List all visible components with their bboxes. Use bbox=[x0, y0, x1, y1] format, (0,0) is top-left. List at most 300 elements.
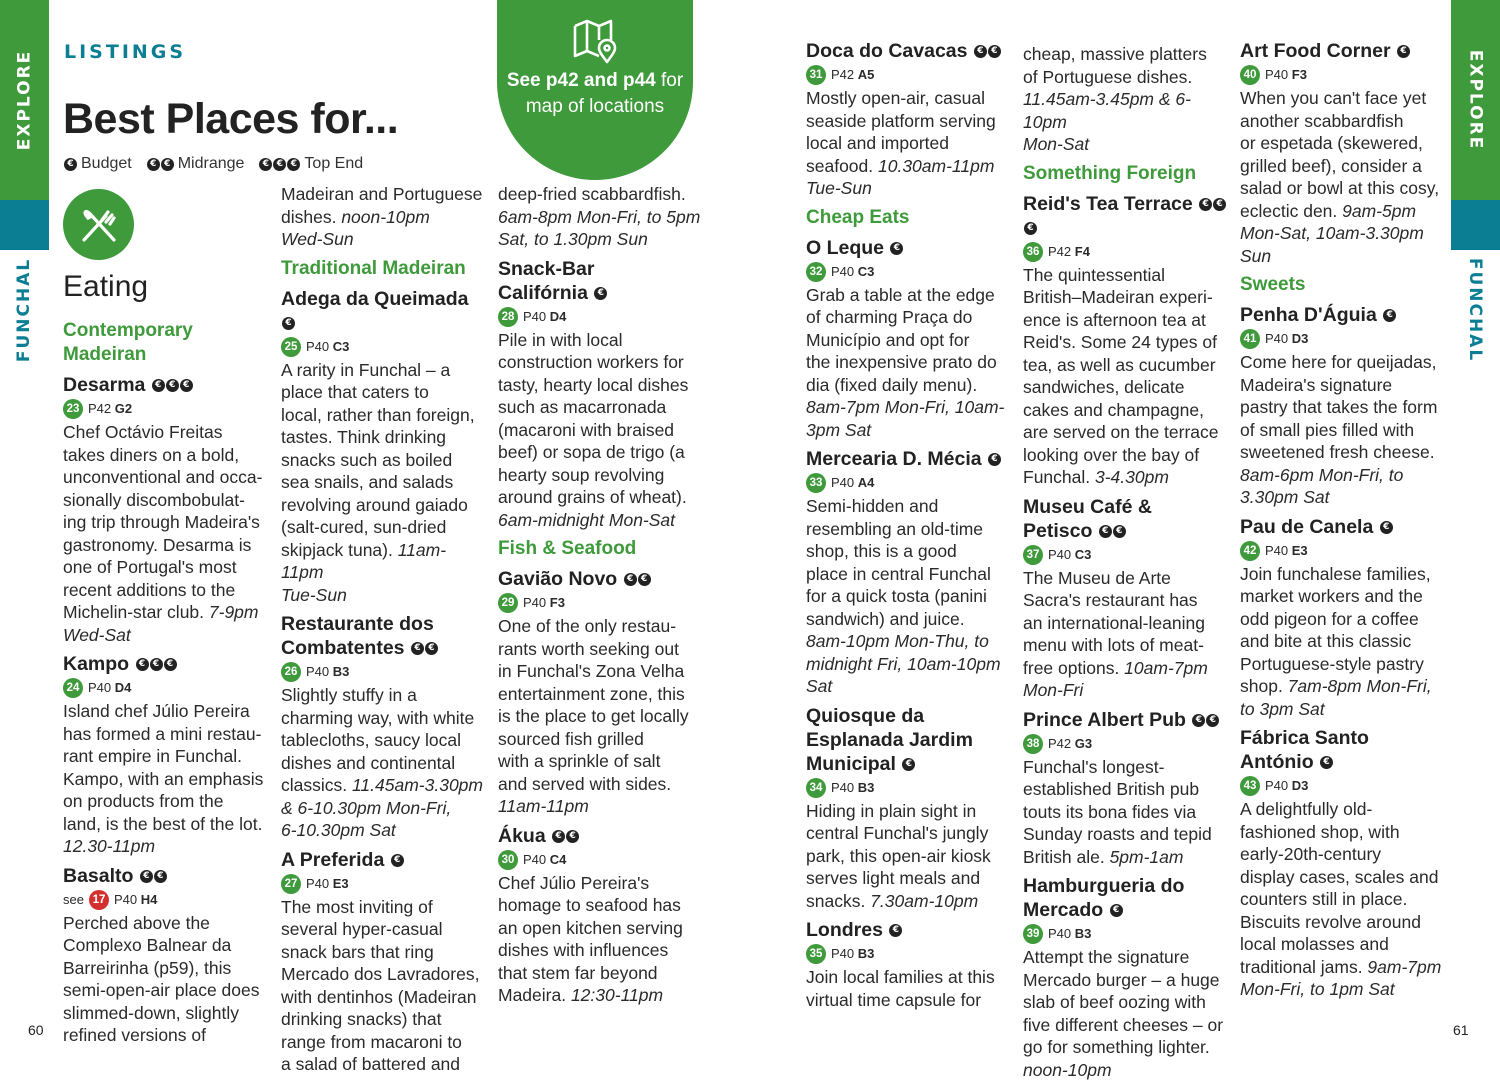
listing-name bbox=[498, 824, 703, 848]
section-label: LISTINGS bbox=[64, 41, 187, 63]
map-reference bbox=[498, 592, 703, 614]
euro-icon: € bbox=[282, 317, 295, 330]
euro-icon: € bbox=[140, 870, 153, 883]
listing-name bbox=[498, 257, 703, 305]
price-icons bbox=[258, 158, 300, 171]
listing-description bbox=[1023, 43, 1228, 156]
map-grid: B3 bbox=[857, 779, 875, 795]
map-page: P40 bbox=[1048, 926, 1072, 941]
listing-description bbox=[498, 872, 703, 1007]
listing-name-text: Londres bbox=[806, 919, 883, 941]
map-reference bbox=[1240, 540, 1445, 562]
listing-name-text: Mercearia D. Mécia bbox=[806, 448, 982, 470]
map-grid: B3 bbox=[857, 946, 875, 961]
page-number-left: 60 bbox=[28, 1022, 44, 1038]
listing-number-badge: 29 bbox=[498, 593, 518, 613]
map-reference bbox=[498, 306, 703, 328]
listing-name bbox=[498, 567, 703, 591]
category-heading: Eating bbox=[63, 270, 149, 303]
euro-icon: € bbox=[1397, 45, 1410, 58]
opening-hours: 7am-8pm Mon-Fri, to 3pm Sat bbox=[1240, 676, 1432, 719]
euro-icon: € bbox=[1024, 222, 1037, 235]
opening-hours: 11.45am-3.30pm & 6-10.30pm Mon-Fri, 6-10.30pm Sat bbox=[281, 775, 483, 840]
listing-description bbox=[1023, 264, 1228, 489]
map-reference bbox=[806, 943, 1011, 965]
listing-name bbox=[1240, 39, 1445, 63]
map-grid: D3 bbox=[1291, 778, 1309, 793]
description-text: Hiding in plain sight in central Funchal's jungly park, this open-air kiosk serves light meals and snacks. bbox=[806, 800, 991, 911]
fork-knife-icon bbox=[63, 189, 134, 260]
page-grid-ref bbox=[831, 777, 874, 799]
listing-description bbox=[281, 359, 486, 607]
column-5 bbox=[1023, 43, 1228, 1081]
map-page: P42 bbox=[1048, 243, 1072, 259]
listing-number-badge: 39 bbox=[1023, 924, 1043, 944]
description-text: Join funchalese families, market workers and the odd pigeon for a coffee and bite at this classic Portuguese-style pastry shop. bbox=[1240, 563, 1431, 696]
page-grid-ref bbox=[88, 398, 132, 420]
opening-hours: 6am-midnight Mon-Sat bbox=[498, 509, 676, 530]
opening-hours: 8am-6pm Mon-Fri, to 3.30pm Sat bbox=[1240, 464, 1404, 507]
euro-icon: € bbox=[136, 658, 149, 671]
euro-icon: € bbox=[64, 158, 77, 171]
map-grid: A4 bbox=[857, 475, 875, 490]
explore-label: EXPLORE bbox=[14, 49, 35, 151]
description-text: Funchal's longest- established British pub touts its bona fides via Sunday roasts and tepid British ale. bbox=[1023, 756, 1212, 867]
city-label-right: FUNCHAL bbox=[1465, 257, 1486, 363]
map-grid: F4 bbox=[1074, 243, 1090, 259]
map-grid: C3 bbox=[1074, 546, 1092, 562]
map-grid: F3 bbox=[1291, 67, 1307, 82]
map-pin-icon bbox=[571, 18, 619, 64]
listing-name bbox=[1023, 192, 1228, 240]
page-title: Best Places for... bbox=[63, 95, 399, 143]
listing-name-text: A Preferida bbox=[281, 848, 385, 871]
listing-number-badge: 40 bbox=[1240, 65, 1260, 85]
euro-icon: € bbox=[1192, 714, 1205, 727]
page-grid-ref bbox=[831, 943, 874, 965]
listing-name bbox=[63, 652, 268, 676]
listing-description bbox=[1240, 563, 1445, 721]
euro-icon: € bbox=[638, 573, 651, 586]
euro-icon: € bbox=[150, 658, 163, 671]
listing-name bbox=[806, 236, 1011, 260]
page-grid-ref bbox=[1048, 241, 1090, 263]
city-label: FUNCHAL bbox=[14, 257, 35, 363]
euro-icon: € bbox=[287, 158, 300, 171]
listing-description bbox=[281, 183, 486, 251]
listing-description bbox=[281, 684, 486, 842]
map-page: P40 bbox=[306, 664, 330, 679]
listing-description bbox=[498, 329, 703, 532]
listing-description bbox=[1023, 946, 1228, 1081]
column-3 bbox=[498, 183, 703, 1007]
map-grid: B3 bbox=[1074, 926, 1092, 941]
euro-icon: € bbox=[988, 45, 1001, 58]
listing-number-badge: 36 bbox=[1023, 242, 1043, 262]
map-page: P40 bbox=[523, 595, 547, 610]
listing-number-badge: 34 bbox=[806, 778, 826, 798]
euro-icon: € bbox=[988, 453, 1001, 466]
listing-name-text: Doca do Cavacas bbox=[806, 40, 968, 62]
euro-icon: € bbox=[594, 287, 607, 300]
map-page: P42 bbox=[1048, 735, 1072, 751]
map-page: P40 bbox=[523, 851, 547, 867]
euro-icon: € bbox=[164, 658, 177, 671]
listing-number-badge: 30 bbox=[498, 850, 518, 870]
description-text: Madeiran and Portuguese dishes. bbox=[281, 184, 483, 227]
description-text: Slightly stuffy in a charming way, with white tablecloths, saucy local dishes and continental classics. bbox=[281, 685, 475, 795]
listing-number-badge: 33 bbox=[806, 473, 826, 493]
listing-number-badge: 43 bbox=[1240, 776, 1260, 796]
listing-description bbox=[806, 495, 1011, 698]
description-text: A rarity in Funchal – a place that caters to local, rather than foreign, tastes. Think drinking snacks such as boiled sea snails, and salads revolving around gaiado (salt-cured, sun-dried skipjack tuna). bbox=[281, 359, 475, 560]
opening-hours: 11.45am-3.45pm & 6-10pm Mon-Sat bbox=[1023, 89, 1191, 154]
map-page: P40 bbox=[1265, 778, 1289, 793]
subheading: Traditional Madeiran bbox=[281, 257, 466, 279]
map-reference bbox=[1023, 544, 1228, 566]
listing-name bbox=[1240, 303, 1445, 327]
listing-description bbox=[1023, 756, 1228, 869]
opening-hours: 9am-7pm Mon-Fri, to 1pm Sat bbox=[1240, 956, 1442, 999]
listing-description bbox=[498, 615, 703, 818]
explore-tab-right[interactable] bbox=[1451, 0, 1500, 200]
map-page: P40 bbox=[88, 680, 112, 695]
listing-number-badge: 42 bbox=[1240, 541, 1260, 561]
listing-name-text: Restaurante dos Combatentes bbox=[281, 613, 434, 659]
euro-icon: € bbox=[411, 642, 424, 655]
euro-icon: € bbox=[154, 870, 167, 883]
map-page: P40 bbox=[831, 263, 855, 279]
column-1 bbox=[63, 313, 268, 1047]
listing-number-badge: 35 bbox=[806, 944, 826, 964]
listing-name bbox=[806, 918, 1011, 942]
description-text: Island chef Júlio Pereira has formed a mini restau- rant empire in Funchal. Kampo, with an emphasis on products from the land, is the best of the lot. bbox=[63, 701, 264, 834]
left-side-tab bbox=[0, 0, 49, 363]
map-reference bbox=[281, 336, 486, 358]
page-grid-ref bbox=[523, 306, 566, 328]
euro-icon: € bbox=[259, 158, 272, 171]
euro-icon: € bbox=[1206, 714, 1219, 727]
description-text: The Museu de Arte Sacra's restaurant has an international-leaning menu with lots of meat- free options. bbox=[1023, 567, 1205, 678]
listing-description bbox=[806, 800, 1011, 913]
description-text: cheap, massive platters of Portuguese dishes. bbox=[1023, 44, 1207, 87]
description-text: Mostly open-air, casual seaside platform serving local and imported seafood. bbox=[806, 88, 996, 176]
euro-icon: € bbox=[1199, 198, 1212, 211]
description-text: Join local families at this virtual time capsule for bbox=[806, 967, 995, 1010]
map-page: P40 bbox=[306, 338, 330, 354]
listing-name-text: Desarma bbox=[63, 374, 146, 396]
map-page: P40 bbox=[1265, 331, 1289, 346]
map-page: P42 bbox=[831, 67, 855, 82]
map-page: P40 bbox=[1265, 542, 1289, 558]
page-grid-ref bbox=[1048, 544, 1091, 566]
column-4 bbox=[806, 39, 1011, 1011]
euro-icon: € bbox=[974, 45, 987, 58]
listing-name-text: Hamburgueria do Mercado bbox=[1023, 875, 1185, 921]
right-side-tab bbox=[1451, 0, 1500, 363]
euro-icon: € bbox=[152, 379, 165, 392]
page-grid-ref bbox=[114, 889, 157, 911]
description-text: Pile in with local construction workers for tasty, hearty local dishes such as macarronada (macaroni with braised beef) or sopa de trigo (a hearty soup revolving around grains of wheat). bbox=[498, 329, 689, 507]
listing-name bbox=[1240, 726, 1445, 774]
listing-name bbox=[63, 373, 268, 397]
listing-number-badge: 31 bbox=[806, 65, 826, 85]
price-icons bbox=[63, 158, 77, 171]
listing-name bbox=[806, 704, 1011, 776]
listing-name-text: Ákua bbox=[498, 824, 546, 847]
description-text: The quintessential British–Madeiran experi- ence is afternoon tea at Reid's. Some 24 types of tea, as well as cucumber sandwiches, delicate cakes and champagne, are served on the terrace looking over the bay of Funchal. bbox=[1023, 264, 1219, 487]
listing-description bbox=[281, 896, 486, 1076]
euro-icon: € bbox=[1099, 525, 1112, 538]
listing-description bbox=[63, 700, 268, 858]
page-grid-ref bbox=[1265, 328, 1308, 350]
opening-hours: 8am-7pm Mon-Fri, 10am- 3pm Sat bbox=[806, 397, 1005, 440]
map-grid: G3 bbox=[1074, 735, 1093, 751]
teal-marker-right bbox=[1451, 200, 1500, 250]
subheading: Something Foreign bbox=[1023, 162, 1197, 184]
column-2 bbox=[281, 183, 486, 1076]
map-reference-text: See p42 and p44 for map of locations bbox=[506, 70, 684, 117]
description-text: Come here for queijadas, Madeira's signature pastry that takes the form of small pies filled with sweetened fresh cheese. bbox=[1240, 352, 1438, 462]
description-text: Chef Júlio Pereira's homage to seafood has an open kitchen serving dishes with influences that stem far beyond Madeira. bbox=[498, 872, 683, 1005]
description-text: The most inviting of several hyper-casual snack bars that ring Mercado dos Lavradores, with dentinhos (Madeiran drinking snacks) that range from macaroni to a salad of battered and bbox=[281, 896, 480, 1074]
description-text: Chef Octávio Freitas takes diners on a bold, unconventional and occa- sionally discombobulat- ing trip through Madeira's gastronomy. Desarma is one of Portugal's most recent additions to the Michelin-star club. bbox=[63, 422, 263, 622]
listing-description bbox=[806, 966, 1011, 1011]
map-reference bbox=[806, 777, 1011, 799]
listing-name-text: Reid's Tea Terrace bbox=[1023, 192, 1193, 215]
map-grid: G2 bbox=[114, 401, 133, 416]
map-grid: D4 bbox=[114, 680, 132, 695]
listing-name bbox=[281, 848, 486, 872]
listing-name bbox=[281, 287, 486, 335]
explore-tab[interactable] bbox=[0, 0, 49, 200]
listing-name-text: Kampo bbox=[63, 653, 130, 675]
listing-number-badge: 38 bbox=[1023, 734, 1043, 754]
description-text: One of the only restau- rants worth seeking out in Funchal's Zona Velha entertainment zone, this is the place to get locally sourced fish grilled with a sprinkle of salt and served with sides. bbox=[498, 616, 689, 794]
opening-hours: 5pm-1am bbox=[1109, 846, 1184, 867]
opening-hours: 6am-8pm Mon-Fri, to 5pm Sat, to 1.30pm Sun bbox=[498, 206, 701, 249]
map-grid: C3 bbox=[332, 338, 350, 354]
map-page: P40 bbox=[1048, 546, 1072, 562]
listing-name-text: Fábrica Santo António bbox=[1240, 727, 1369, 773]
opening-hours: 8am-10pm Mon-Thu, to midnight Fri, 10am-10pm Sat bbox=[806, 631, 1001, 696]
listing-number-badge: 23 bbox=[63, 399, 83, 419]
listing-description bbox=[63, 421, 268, 646]
opening-hours: 3-4.30pm bbox=[1094, 467, 1169, 487]
listing-name bbox=[281, 612, 486, 660]
map-page: P40 bbox=[113, 891, 138, 907]
map-page: P40 bbox=[831, 475, 855, 490]
listing-name-text: Penha D'Águia bbox=[1240, 304, 1377, 326]
listing-number-badge: 26 bbox=[281, 662, 301, 682]
euro-icon: € bbox=[147, 158, 160, 171]
listing-name-text: Snack-Bar Califórnia bbox=[498, 257, 595, 304]
page-number-right: 61 bbox=[1453, 1022, 1469, 1038]
map-grid: E3 bbox=[332, 875, 349, 891]
map-reference bbox=[1240, 64, 1445, 86]
listing-name bbox=[1023, 874, 1228, 922]
listing-name bbox=[1023, 708, 1228, 732]
page-grid-ref bbox=[523, 849, 566, 871]
listing-number-badge: 32 bbox=[806, 262, 826, 282]
listing-number-badge: 28 bbox=[498, 307, 518, 327]
opening-hours: 10.30am-11pm Tue-Sun bbox=[806, 155, 995, 198]
opening-hours: 10am-7pm Mon-Fri bbox=[1023, 657, 1208, 700]
map-reference bbox=[806, 261, 1011, 283]
map-page: P40 bbox=[523, 308, 547, 324]
map-page: P40 bbox=[831, 946, 855, 961]
listing-description bbox=[1240, 351, 1445, 509]
listing-description bbox=[806, 87, 1011, 200]
legend-label: Midrange bbox=[177, 155, 245, 172]
euro-icon: € bbox=[391, 854, 404, 867]
description-text: Grab a table at the edge of charming Praça do Município and opt for the inexpensive prato do dia (fixed daily menu). bbox=[806, 284, 997, 395]
description-text: Perched above the Complexo Balnear da Barreirinha (p59), this semi-open-air place does slimmed-down, slightly refined versions of bbox=[63, 912, 260, 1045]
euro-icon: € bbox=[180, 379, 193, 392]
listing-name-text: Art Food Corner bbox=[1240, 40, 1391, 62]
map-reference-tab[interactable] bbox=[497, 0, 693, 180]
listing-name-text: Basalto bbox=[63, 864, 134, 887]
opening-hours: noon-10pm Wed-Sun bbox=[281, 206, 430, 249]
listing-description bbox=[1023, 567, 1228, 702]
euro-icon: € bbox=[566, 830, 579, 843]
see-label: see bbox=[63, 891, 84, 907]
legend-item bbox=[146, 155, 245, 173]
euro-icon: € bbox=[890, 242, 903, 255]
page-grid-ref bbox=[831, 261, 874, 283]
map-grid: E3 bbox=[1291, 542, 1308, 558]
map-reference bbox=[63, 398, 268, 420]
map-reference bbox=[806, 64, 1011, 86]
map-page: P42 bbox=[88, 401, 112, 416]
opening-hours: 7.30am-10pm bbox=[870, 890, 979, 911]
listing-name-text: Pau de Canela bbox=[1240, 515, 1374, 538]
listing-number-badge: 27 bbox=[281, 874, 301, 894]
listing-name bbox=[63, 864, 268, 888]
column-6 bbox=[1240, 39, 1445, 1001]
listing-name-text: Gavião Novo bbox=[498, 568, 618, 590]
page-grid-ref bbox=[306, 661, 349, 683]
page-grid-ref bbox=[306, 336, 349, 358]
page-grid-ref bbox=[831, 64, 874, 86]
euro-icon: € bbox=[1110, 904, 1123, 917]
teal-marker bbox=[0, 200, 49, 250]
map-grid: C4 bbox=[549, 851, 567, 867]
euro-icon: € bbox=[1113, 525, 1126, 538]
map-reference bbox=[281, 873, 486, 895]
page-grid-ref bbox=[1265, 64, 1307, 86]
map-grid: D3 bbox=[1291, 331, 1309, 346]
map-grid: F3 bbox=[549, 595, 565, 610]
listing-name bbox=[806, 39, 1011, 63]
map-reference bbox=[806, 472, 1011, 494]
price-icons bbox=[146, 158, 174, 171]
page-grid-ref bbox=[831, 472, 874, 494]
listing-name-text: Museu Café & Petisco bbox=[1023, 495, 1152, 542]
legend-item bbox=[63, 155, 132, 173]
page-grid-ref bbox=[1265, 775, 1308, 797]
listing-number-badge: 24 bbox=[63, 678, 83, 698]
explore-label-right: EXPLORE bbox=[1465, 49, 1486, 151]
listing-name bbox=[1023, 495, 1228, 543]
opening-hours: 12.30-11pm bbox=[63, 836, 156, 856]
listing-description bbox=[63, 912, 268, 1047]
euro-icon: € bbox=[1383, 309, 1396, 322]
opening-hours: 9am-5pm Mon-Sat, 10am-3.30pm Sun bbox=[1240, 200, 1424, 266]
listing-number-badge: 41 bbox=[1240, 329, 1260, 349]
page-grid-ref bbox=[306, 873, 349, 895]
description-text: When you can't face yet another scabbardfish or espetada (skewered, grilled beef), consider a salad or bowl at this cosy, eclectic den. bbox=[1240, 88, 1440, 221]
opening-hours: 12:30-11pm bbox=[570, 985, 664, 1005]
euro-icon: € bbox=[425, 642, 438, 655]
map-grid: H4 bbox=[140, 891, 158, 907]
listing-name bbox=[806, 447, 1011, 471]
description-text: A delightfully old- fashioned shop, with early-20th-century display cases, scales and counters still in place. Biscuits revolve around local molasses and traditional jams. bbox=[1240, 799, 1439, 977]
page-grid-ref bbox=[1048, 733, 1092, 755]
listing-description bbox=[498, 183, 703, 251]
opening-hours: 7-9pm Wed-Sat bbox=[63, 602, 259, 645]
page-grid-ref bbox=[1048, 923, 1091, 945]
euro-icon: € bbox=[273, 158, 286, 171]
map-grid: A5 bbox=[857, 67, 875, 82]
euro-icon: € bbox=[166, 379, 179, 392]
page-grid-ref bbox=[523, 592, 565, 614]
opening-hours: 11am-11pm bbox=[498, 796, 589, 816]
listing-name-text: Prince Albert Pub bbox=[1023, 708, 1186, 731]
euro-icon: € bbox=[624, 573, 637, 586]
legend-label: Top End bbox=[304, 155, 364, 172]
listing-number-badge: 17 bbox=[89, 890, 109, 910]
description-text: Attempt the signature Mercado burger – a huge slab of beef oozing with five different cheeses – or go for something lighter. bbox=[1023, 947, 1224, 1057]
map-grid: C3 bbox=[857, 263, 875, 279]
listing-name-text: Adega da Queimada bbox=[281, 287, 469, 310]
map-reference bbox=[498, 849, 703, 871]
euro-icon: € bbox=[552, 830, 565, 843]
page-grid-ref bbox=[88, 677, 131, 699]
map-grid: D4 bbox=[549, 308, 567, 324]
euro-icon: € bbox=[1380, 521, 1393, 534]
map-page: P40 bbox=[831, 779, 855, 795]
euro-icon: € bbox=[161, 158, 174, 171]
euro-icon: € bbox=[1320, 756, 1333, 769]
map-reference bbox=[281, 661, 486, 683]
listing-description bbox=[1240, 87, 1445, 267]
opening-hours: noon-10pm bbox=[1023, 1059, 1112, 1080]
map-reference bbox=[63, 677, 268, 699]
legend-label: Budget bbox=[81, 155, 132, 172]
opening-hours: 11am-11pm Tue-Sun bbox=[281, 539, 447, 605]
subheading: Sweets bbox=[1240, 274, 1306, 295]
map-page: P40 bbox=[306, 875, 330, 891]
euro-icon: € bbox=[902, 758, 915, 771]
euro-icon: € bbox=[1213, 198, 1226, 211]
map-reference bbox=[63, 889, 268, 911]
legend-item bbox=[258, 155, 363, 173]
map-reference bbox=[1023, 923, 1228, 945]
page-grid-ref bbox=[1265, 540, 1308, 562]
listing-number-badge: 37 bbox=[1023, 545, 1043, 565]
listing-name-text: O Leque bbox=[806, 236, 885, 259]
map-reference bbox=[1023, 241, 1228, 263]
price-legend bbox=[63, 155, 363, 173]
subheading: Cheap Eats bbox=[806, 206, 910, 228]
map-page: P40 bbox=[1265, 67, 1289, 82]
subheading: Fish & Seafood bbox=[498, 538, 637, 559]
listing-name-text: Quiosque da Esplanada Jardim Municipal bbox=[806, 704, 973, 775]
listing-number-badge: 25 bbox=[281, 337, 301, 357]
description-text: Semi-hidden and resembling an old-time shop, this is a good place in central Funchal for a quick tosta (panini sandwich) and juice. bbox=[806, 496, 991, 629]
map-reference bbox=[1023, 733, 1228, 755]
